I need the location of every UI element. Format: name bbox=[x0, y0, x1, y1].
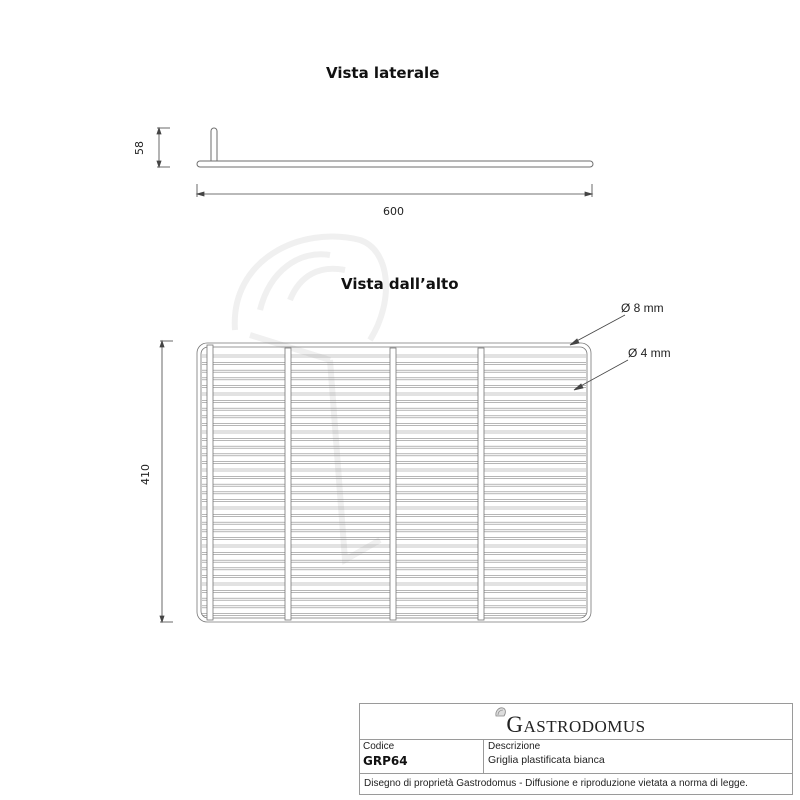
title-block-brand-row bbox=[360, 704, 792, 740]
side-bar bbox=[197, 161, 593, 167]
callout-leaders bbox=[570, 315, 628, 390]
code-label: Codice bbox=[363, 741, 395, 752]
column-divider bbox=[483, 739, 484, 773]
ownership-notice: Disegno di proprietà Gastrodomus - Diffusione e riproduzione vietata a norma di legge. bbox=[364, 778, 748, 789]
title-block-footer-row bbox=[360, 773, 792, 794]
top-height-label: 410 bbox=[139, 464, 152, 485]
side-view-title: Vista laterale bbox=[326, 64, 440, 82]
description-label: Descrizione bbox=[488, 741, 541, 752]
side-height-label: 58 bbox=[133, 141, 146, 155]
description-value: Griglia plastificata bianca bbox=[488, 754, 605, 766]
side-view bbox=[197, 128, 593, 167]
title-block bbox=[359, 703, 793, 795]
brand-name: GASTRODOMUS bbox=[506, 712, 646, 737]
side-height-dimension bbox=[157, 128, 170, 167]
callout-wire-diameter: Ø 4 mm bbox=[628, 346, 671, 360]
top-view-grid bbox=[197, 343, 591, 622]
top-height-dimension bbox=[160, 341, 173, 622]
side-length-dimension bbox=[197, 184, 592, 197]
callout-frame-diameter: Ø 8 mm bbox=[621, 301, 664, 315]
top-view-title: Vista dall’alto bbox=[341, 275, 459, 293]
code-value: GRP64 bbox=[363, 754, 408, 768]
side-post bbox=[211, 128, 217, 161]
side-length-label: 600 bbox=[383, 205, 404, 218]
title-block-info-row bbox=[360, 739, 792, 774]
